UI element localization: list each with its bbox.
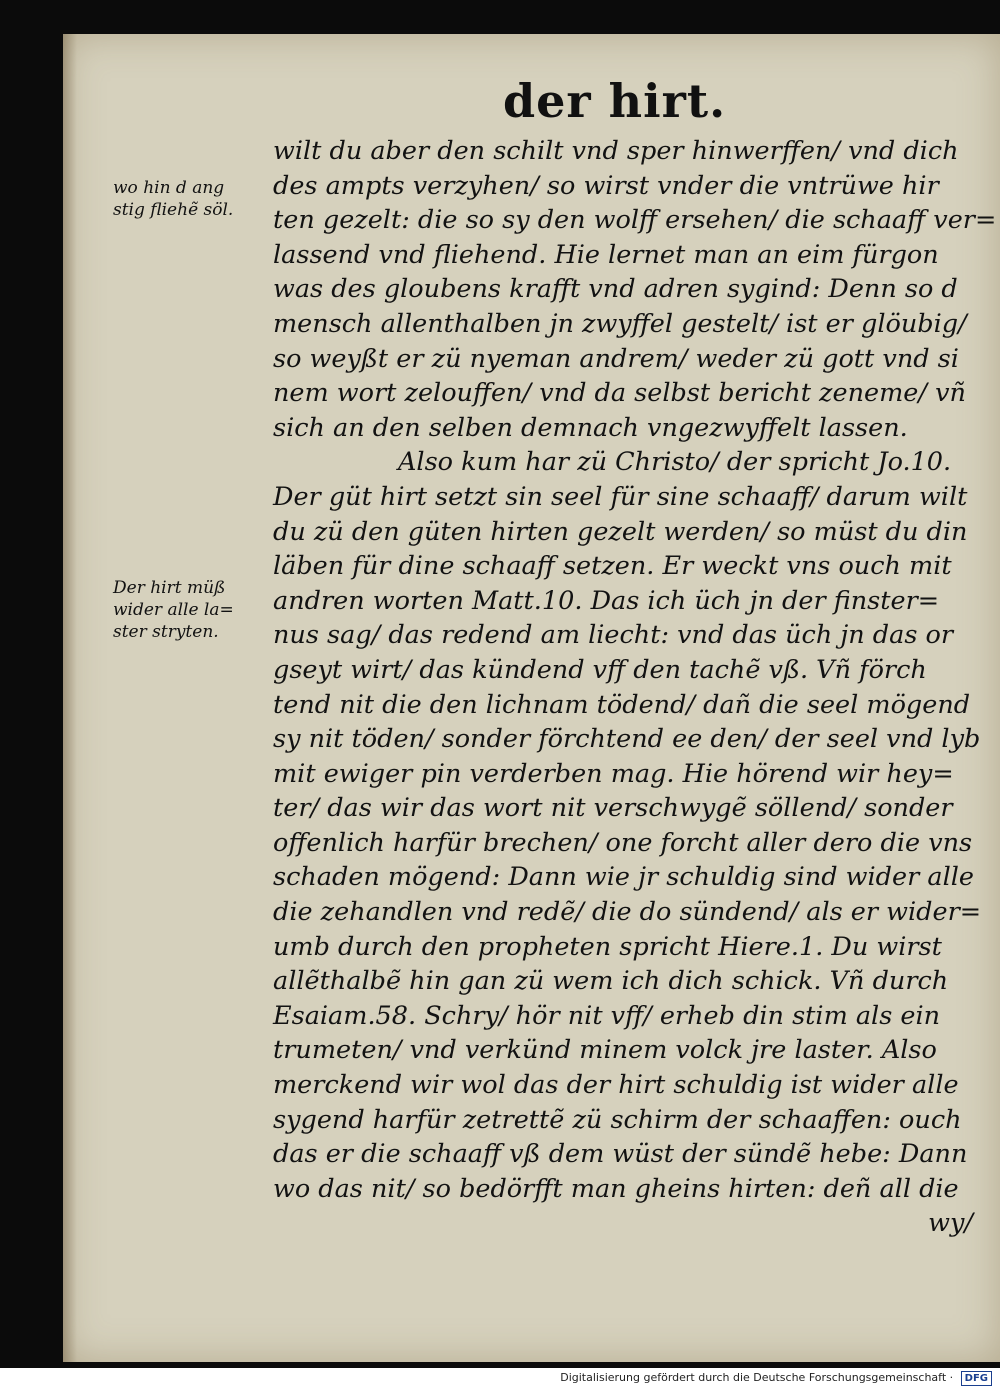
text-line: sy nit töden/ sonder förchtend ee den/ der seel vnd lyb <box>273 724 981 755</box>
text-line: nus sag/ das redend am liecht: vnd das üch jn das or <box>273 620 954 651</box>
text-line: nem wort zelouffen/ vnd da selbst bericht zeneme/ vñ <box>273 378 966 409</box>
text-line: andren worten Matt.10. Das ich üch jn der finster= <box>273 585 940 616</box>
marginal-note-line: wo hin d ang <box>113 178 225 198</box>
body-text <box>273 134 997 1241</box>
marginal-note-2 <box>113 577 263 643</box>
text-line: trumeten/ vnd verkünd minem volck jre laster. Also <box>273 1035 937 1066</box>
text-line: wy/ <box>928 1208 973 1239</box>
marginal-note-line: Der hirt müß <box>113 578 226 598</box>
text-line: läben für dine schaaff setzen. Er weckt vns ouch mit <box>273 551 952 582</box>
footer <box>0 1368 1000 1388</box>
text-line: sygend harfür zetrettẽ zü schirm der schaaffen: ouch <box>273 1104 962 1135</box>
text-line: Also kum har zü Christo/ der spricht Jo.10. <box>398 447 952 478</box>
text-line: ter/ das wir das wort nit verschwygẽ söllend/ sonder <box>273 793 953 824</box>
book-page <box>63 34 1000 1362</box>
marginal-note-line: stig fliehẽ söl. <box>113 200 234 220</box>
text-line: mensch allenthalben jn zwyffel gestelt/ ist er glöubig/ <box>273 308 967 339</box>
marginal-note-line: ster stryten. <box>113 622 219 642</box>
text-line: das er die schaaff vß dem wüst der sündẽ hebe: Dann <box>273 1139 968 1170</box>
text-line: lassend vnd fliehend. Hie lernet man an eim fürgon <box>273 239 939 270</box>
text-line: die zehandlen vnd redẽ/ die do sündend/ als er wider= <box>273 897 982 928</box>
dfg-logo: DFG <box>961 1371 992 1386</box>
text-line: merckend wir wol das der hirt schuldig ist wider alle <box>273 1070 959 1101</box>
text-line: wilt du aber den schilt vnd sper hinwerffen/ vnd dich <box>273 136 959 166</box>
text-line: ten gezelt: die so sy den wolff ersehen/ die schaaff ver= <box>273 205 997 236</box>
marginal-note-1 <box>113 177 263 221</box>
text-line: Esaiam.58. Schry/ hör nit vff/ erheb din stim als ein <box>273 1000 941 1031</box>
text-line: mit ewiger pin verderben mag. Hie hörend wir hey= <box>273 758 954 789</box>
text-line: schaden mögend: Dann wie jr schuldig sind wider alle <box>273 862 974 893</box>
text-line: sich an den selben demnach vngezwyffelt lassen. <box>273 412 908 443</box>
footer-credit: Digitalisierung gefördert durch die Deutsche Forschungsgemeinschaft · <box>560 1371 954 1384</box>
text-line: du zü den güten hirten gezelt werden/ so müst du din <box>273 516 968 547</box>
text-line: was des gloubens krafft vnd adren sygind: Denn so d <box>273 274 958 305</box>
text-line: so weyßt er zü nyeman andrem/ weder zü gott vnd si <box>273 343 959 374</box>
text-line: wo das nit/ so bedörfft man gheins hirten: deñ all die <box>273 1173 959 1204</box>
text-line: tend nit die den lichnam tödend/ dañ die seel mögend <box>273 689 971 720</box>
text-line: umb durch den propheten spricht Hiere.1. Du wirst <box>273 931 942 962</box>
text-line: allẽthalbẽ hin gan zü wem ich dich schick. Vñ durch <box>273 966 949 997</box>
marginal-note-line: wider alle la= <box>113 600 234 620</box>
text-line: des ampts verzyhen/ so wirst vnder die vntrüwe hir <box>273 170 939 201</box>
text-line: gseyt wirt/ das kündend vff den tachẽ vß. Vñ förch <box>273 654 927 685</box>
running-head: der hirt. <box>503 74 727 128</box>
text-line: offenlich harfür brechen/ one forcht aller dero die vns <box>273 827 973 858</box>
text-line: Der güt hirt setzt sin seel für sine schaaff/ darum wilt <box>273 481 968 512</box>
